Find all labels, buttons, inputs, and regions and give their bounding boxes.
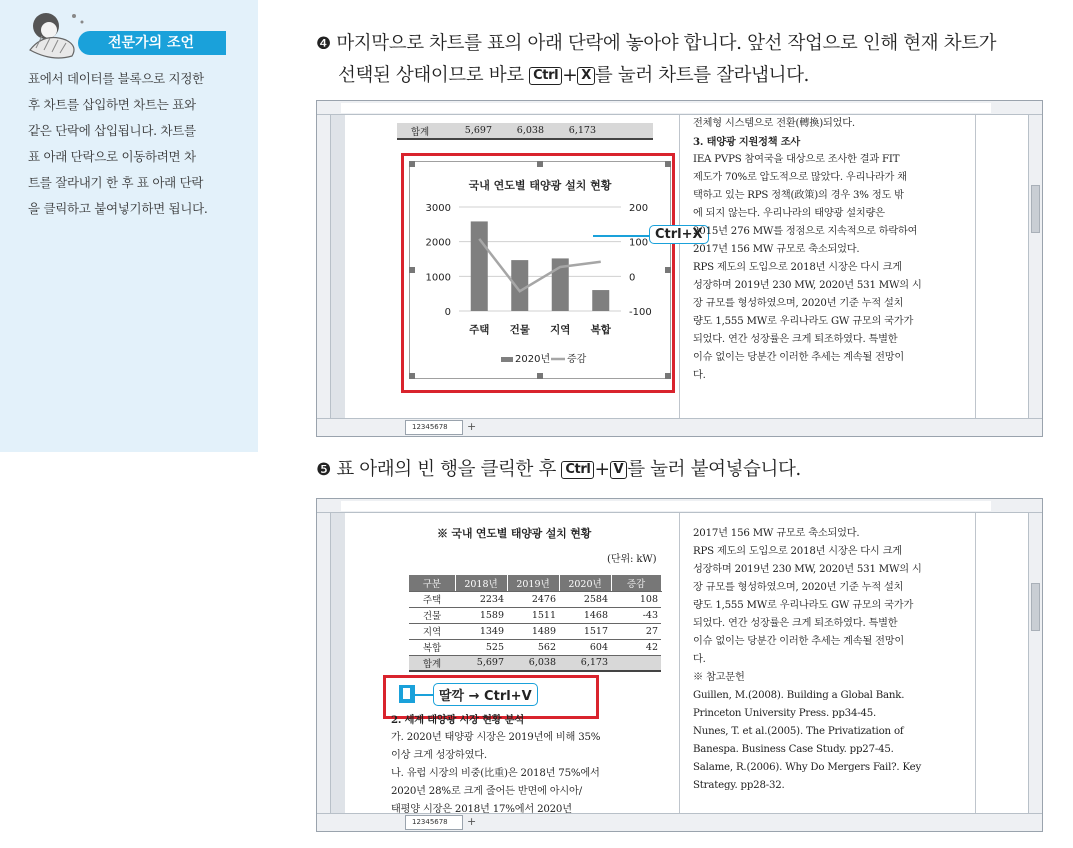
step-4-instruction: ❹ 마지막으로 차트를 표의 아래 단락에 놓아야 합니다. 앞선 작업으로 인해 현재 차트가 선택된 상태이므로 바로 Ctrl + X 를 눌러 차트를 잘라냅니다. <box>316 33 997 86</box>
vertical-ruler <box>317 115 331 418</box>
screenshot-cut-chart <box>316 100 1043 437</box>
document-page-right <box>975 115 1028 418</box>
y-left-tick-label: 3000 <box>425 203 451 214</box>
y-right-tick-label: 200 <box>629 203 649 214</box>
ctrl-x-callout: Ctrl+X <box>649 225 709 244</box>
y-left-tick-label: 1000 <box>425 272 451 284</box>
x-tick-label: 지역 <box>550 324 571 336</box>
y-left-tick-label: 2000 <box>425 237 451 249</box>
y-right-tick-label: -100 <box>629 307 652 318</box>
table-total-row: 합계 5,697 6,038 6,173 <box>397 123 653 140</box>
legend-label: 증감 <box>567 354 587 365</box>
click-ctrl-v-callout: 딸깍 → Ctrl+V <box>433 683 538 706</box>
ctrl-key: Ctrl <box>529 67 562 85</box>
expert-tip-panel <box>0 0 258 452</box>
table-row: 복합 525 562 604 42 <box>409 639 661 655</box>
table-row: 건물 1589 1511 1468 -43 <box>409 607 661 623</box>
chart-title: 국내 연도별 태양광 설치 현황 <box>468 179 612 192</box>
status-bar <box>317 418 1042 436</box>
expert-tip-text: 표에서 데이터를 블록으로 지정한 후 차트를 삽입하면 차트는 표와 같은 단락에 삽입됩니다. 차트를 표 아래 단락으로 이동하려면 차 트를 잘라내기 한 후 표 아래 단락 을 클릭하고 붙여넣기하면 됩니다. <box>28 71 208 216</box>
horizontal-ruler <box>317 499 1042 513</box>
callout-connector <box>593 235 649 237</box>
y-right-tick-label: 100 <box>629 237 649 249</box>
add-sheet-button[interactable]: + <box>467 420 477 433</box>
x-tick-label: 주택 <box>469 324 490 336</box>
callout-connector <box>415 694 433 696</box>
y-left-tick-label: 0 <box>444 307 451 318</box>
y-right-tick-label: 0 <box>629 272 636 284</box>
table-row: 주택 2234 2476 2584 108 <box>409 591 661 607</box>
x-tick-label: 건물 <box>509 324 530 336</box>
add-sheet-button[interactable]: + <box>467 815 477 828</box>
table-row: 지역 1349 1489 1517 27 <box>409 623 661 639</box>
legend-label: 2020년 <box>515 354 551 365</box>
table-total-row: 합계 5,697 6,038 6,173 <box>409 655 661 671</box>
ctrl-key: Ctrl <box>561 461 594 479</box>
left-column-text: 2. 세계 태양광 시장 현황 분석 가. 2020년 태양광 시장은 2019년에 비해 35% 이상 크게 성장하였다. 나. 유럽 시장의 비중(比重)은 2018년 75%에서 2020년 28%로 크게 줄어든 반면에 아시아/ 태평양 시장은 2018년 17%에서 2020년 <box>391 714 601 815</box>
table-unit: (단위: kW) <box>607 554 657 565</box>
solar-data-table: 구분 2018년 2019년 2020년 증감 주택 2234 2476 2584 108 건물 1589 1511 1468 -43 지역 1349 1489 1517 27 복합 525 562 604 42 합계 5,697 6,038 6,173 <box>409 575 662 672</box>
v-key: V <box>610 461 628 479</box>
x-key: X <box>577 67 595 85</box>
vertical-ruler <box>317 513 331 813</box>
right-column-text: 2017년 156 MW 규모로 축소되었다. RPS 제도의 도입으로 2018년 시장은 다시 크게 성장하며 2019년 230 MW, 2020년 531 MW의 시 장 규모를 형성하였으며, 2020년 기준 누적 설치 량도 1,555 MW로 우리나라도 GW 규모의 국가가 되었다. 연간 성장률은 크게 퇴조하였다. 특별한 이슈 없이는 당분간 이러한 추세는 계속될 전망이 다. ※ 참고문헌 Guillen, M.(2008). Building a Global Bank. Princeton University Press. pp34-45. Nunes, T. et al.(2005). The Privatization of Banespa. Business Case Study. pp27-45. Salame, R.(2006). Why Do Mergers Fail?. Key Strategy. pp28-32. <box>693 528 922 791</box>
screenshot-paste-chart <box>316 498 1043 832</box>
vertical-scrollbar[interactable] <box>1028 115 1042 418</box>
expert-tip-tag: 전문가의 조언 <box>78 31 226 55</box>
step-5-instruction: ❺ 표 아래의 빈 행을 클릭한 후 Ctrl + V 를 눌러 붙여넣습니다. <box>316 459 801 480</box>
sheet-tab[interactable]: 12345678 <box>405 420 463 435</box>
vertical-scrollbar[interactable] <box>1028 513 1042 813</box>
x-tick-label: 복합 <box>590 324 611 336</box>
table-title: ※ 국내 연도별 태양광 설치 현황 <box>437 527 592 540</box>
horizontal-ruler <box>317 101 1042 115</box>
chart-highlight-box <box>401 153 675 393</box>
sheet-tab[interactable]: 12345678 <box>405 815 463 830</box>
document-page-right <box>975 513 1028 813</box>
right-column-text: 전체형 시스템으로 전환(轉換)되었다. 3. 태양광 지원정책 조사 IEA PVPS 참여국을 대상으로 조사한 결과 FIT 제도가 70%로 압도적으로 많았다. 우리나라가 채 택하고 있는 RPS 정책(政策)의 경우 3% 정도 밖 에 되지 않는다. 우리나라의 태양광 설치량은 2015년 276 MW를 정점으로 지속적으로 하락하여 2017년 156 MW 규모로 축소되었다. RPS 제도의 도입으로 2018년 시장은 다시 크게 성장하며 2019년 230 MW, 2020년 531 MW의 시 장 규모를 형성하였으며, 2020년 기준 누적 설치 량도 1,555 MW로 우리나라도 GW 규모의 국가가 되었다. 연간 성장률은 크게 퇴조하였다. 특별한 이슈 없이는 당분간 이러한 추세는 계속될 전망이 다. <box>693 118 922 381</box>
